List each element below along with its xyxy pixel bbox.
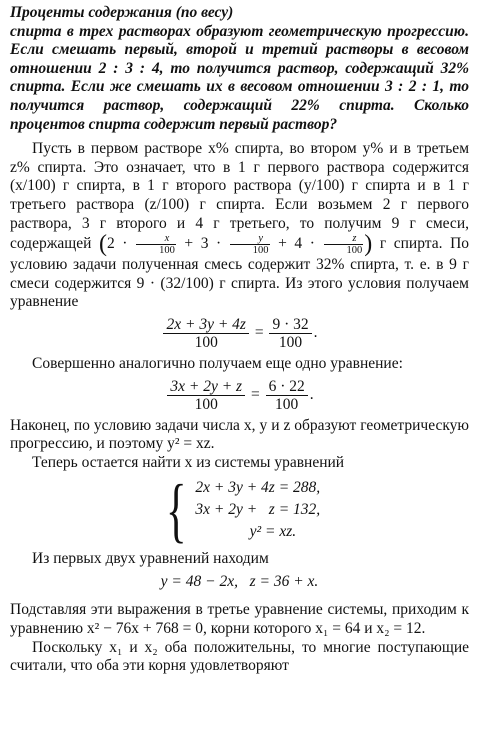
solution-paragraph-6: Подставляя эти выражения в третье уравнение системы, приходим к уравнению x² − 76x + 768 = 0, корни которого x₁ = 64 и x₂ = 12. xyxy=(10,601,469,638)
system-brace: { xyxy=(165,470,187,551)
equation-2: $\frac{3x + 2y + z}{100}$ = $\frac{6 \cdot 22}{100}$ . xyxy=(10,378,469,413)
fraction-x-over-100: $\frac{x}{100}$ xyxy=(136,233,176,256)
problem-statement xyxy=(10,4,469,134)
solution-paragraph-4: Теперь остается найти x из системы уравнений xyxy=(32,453,345,471)
equation-1-lhs: $\frac{2x + 3y + 4z}{100}$ xyxy=(163,316,248,351)
solution-paragraph-1-end: г спирта. По условию задачи полученная смесь содержит 32% спирта, т. е. в 9 г смеси содержится 9 · (32/100) г спирта. Из этого условия получаем уравнение xyxy=(10,235,470,311)
system-equation-1: 2x + 3y + 4z = 288, xyxy=(195,479,321,497)
expr-part-c: + 4 · xyxy=(278,235,315,253)
system-equation-3: y² = xz. xyxy=(195,523,297,541)
expr-part-b: + 3 · xyxy=(184,235,222,253)
left-paren: ( xyxy=(98,231,107,258)
solution-paragraph-3: Наконец, по условию задачи числа x, y и z образуют геометрическую прогрессию, и поэтому y² = xz. xyxy=(10,416,469,453)
equation-system xyxy=(10,470,469,551)
equation-2-equals: = xyxy=(250,385,260,403)
expr-part-a: 2 · xyxy=(106,235,128,253)
solution-paragraph-2: Совершенно аналогично получаем еще одно уравнение: xyxy=(32,354,403,372)
equation-1-rhs: $\frac{9 \cdot 32}{100}$ xyxy=(269,316,311,351)
solution-paragraph-1 xyxy=(10,140,469,312)
problem-title: Проценты содержания (по весу) xyxy=(10,4,234,21)
solution-paragraph-5: Из первых двух уравнений находим xyxy=(32,550,269,568)
equation-2-rhs: $\frac{6 \cdot 22}{100}$ xyxy=(266,378,308,413)
problem-text: спирта в трех растворах образуют геометрическую прогрессию. Если смешать первый, второй и третий растворы в весовом отношении 2 : 3 : 4, то получится раствор, содержащий 32% спирта. Если же смешать их в весовом отношении 3 : 2 : 1, то получится раствор, содержащий 22% спирта. Сколько процентов спирта содержит первый раствор? xyxy=(10,22,469,133)
system-lines xyxy=(195,476,320,544)
system-equation-2: 3x + 2y + z = 132, xyxy=(195,501,321,519)
solution-paragraph-7: Поскольку x₁ и x₂ оба положительны, то многие поступающие считали, что оба эти корня удовлетворяют xyxy=(10,638,469,675)
solution-paragraph-1-text: Пусть в первом растворе x% спирта, во втором y% и в третьем z% спирта. Это означает, что в 1 г первого раствора содержится (x/100) г спирта, в 1 г второго раствора (y/100) г спирта и в 1 г третьего раствора (z/100) г спирта. Если возьмем 2 г первого раствора, 3 г второго и 4 г третьего, то получим 9 г смеси, содержащей xyxy=(10,140,469,253)
equation-2-lhs: $\frac{3x + 2y + z}{100}$ xyxy=(167,378,245,413)
equation-3: y = 48 − 2x, z = 36 + x. xyxy=(160,572,319,590)
fraction-y-over-100: $\frac{y}{100}$ xyxy=(230,233,270,256)
right-paren: ) xyxy=(364,231,373,258)
equation-1: $\frac{2x + 3y + 4z}{100}$ = $\frac{9 \cdot 32}{100}$ . xyxy=(10,316,469,351)
equation-1-equals: = xyxy=(254,323,264,341)
fraction-z-over-100: $\frac{z}{100}$ xyxy=(324,233,364,256)
